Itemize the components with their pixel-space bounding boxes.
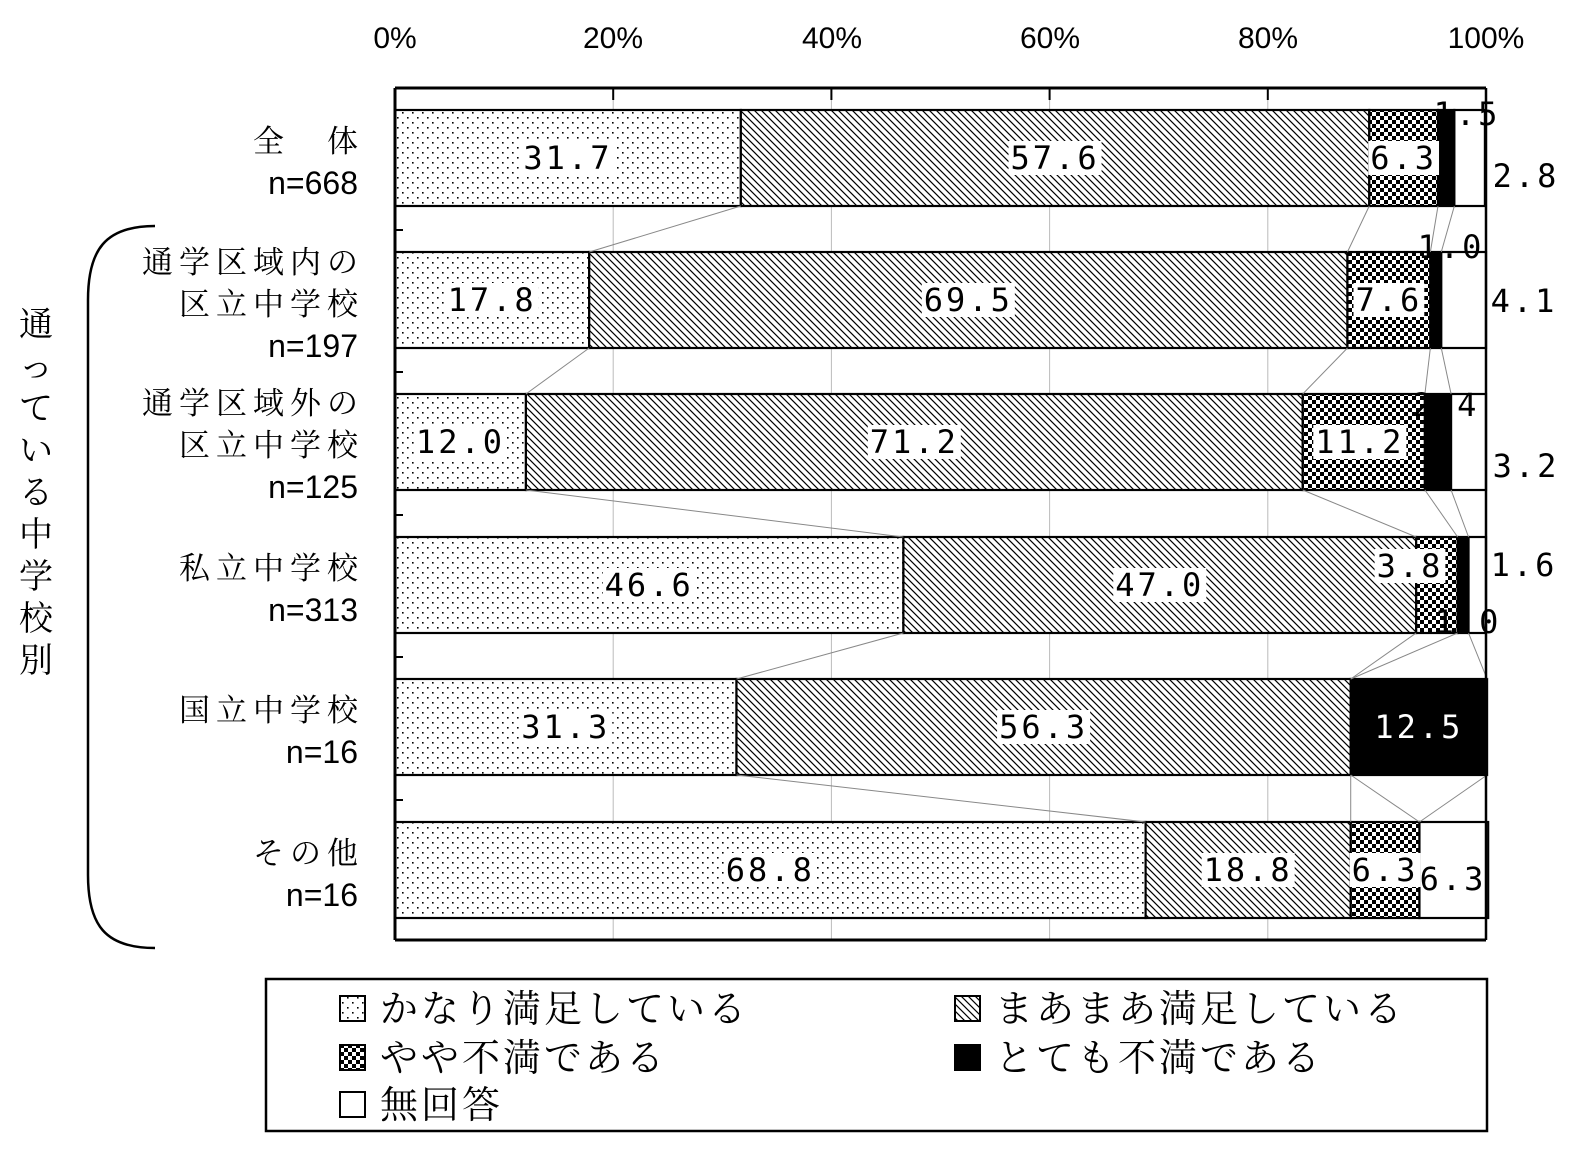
category-labels	[142, 124, 364, 913]
data-label: 12.5	[1374, 708, 1464, 746]
bar-segment	[1441, 252, 1486, 348]
legend-swatch	[955, 996, 980, 1021]
category-label: 区立中学校	[179, 428, 364, 464]
x-tick-label: 100%	[1447, 22, 1525, 55]
connector-line	[1347, 206, 1369, 252]
data-label: 4.1	[1490, 282, 1558, 320]
connector-line	[1303, 348, 1348, 394]
category-label: 国立中学校	[179, 693, 364, 729]
category-n-label: n=16	[285, 734, 358, 770]
connector-line	[589, 206, 741, 252]
data-label: 56.3	[999, 708, 1089, 746]
data-label: 57.6	[1010, 139, 1100, 177]
category-label: 通学区域内の	[142, 245, 364, 281]
category-label: 通学区域外の	[142, 386, 364, 422]
category-label: 私立中学校	[179, 551, 364, 587]
group-bracket	[88, 226, 155, 948]
data-label: 2.4	[1412, 386, 1480, 424]
connector-line	[526, 348, 589, 394]
connector-line	[1425, 490, 1458, 537]
group-label-char: い	[19, 431, 53, 471]
connector-line	[1451, 490, 1468, 537]
category-n-label: n=16	[285, 877, 358, 913]
connector-line	[736, 633, 903, 679]
data-label: 68.8	[725, 851, 815, 889]
data-label: 6.3	[1370, 139, 1438, 177]
legend-label: とても不満である	[995, 1036, 1324, 1080]
category-n-label: n=313	[268, 592, 358, 628]
data-label: 1.0	[1434, 603, 1502, 641]
connector-line	[526, 490, 903, 537]
data-label: 2.8	[1492, 157, 1560, 195]
group-label-char: る	[19, 473, 53, 513]
bar-segment	[1430, 252, 1441, 348]
x-tick-label: 40%	[801, 22, 863, 55]
category-label: その他	[253, 836, 364, 872]
data-label: 69.5	[923, 281, 1013, 319]
group-label-char: 校	[19, 599, 53, 639]
group-label	[19, 305, 54, 681]
data-label: 11.2	[1315, 423, 1405, 461]
group-label-char: 別	[19, 641, 53, 681]
legend-label: まあまあ満足している	[995, 987, 1406, 1031]
group-label-char: 通	[19, 305, 53, 345]
data-label: 1.5	[1433, 95, 1501, 133]
data-label: 47.0	[1115, 566, 1205, 604]
legend-label: 無回答	[380, 1083, 504, 1127]
category-label: 区立中学校	[179, 287, 364, 323]
category-n-label: n=197	[268, 328, 358, 364]
legend-swatch	[340, 1045, 365, 1070]
category-label: 全 体	[253, 124, 364, 160]
data-label: 12.0	[415, 423, 505, 461]
data-label: 46.6	[604, 566, 694, 604]
data-label: 3.2	[1492, 447, 1560, 485]
legend-label: やや不満である	[380, 1036, 668, 1080]
legend	[266, 979, 1487, 1131]
x-tick-label: 80%	[1237, 22, 1299, 55]
data-label: 17.8	[447, 281, 537, 319]
x-tick-label: 60%	[1019, 22, 1081, 55]
legend-swatch	[340, 996, 365, 1021]
group-label-char: 中	[19, 515, 53, 555]
data-label: 1.0	[1417, 228, 1485, 266]
data-label: 71.2	[869, 423, 959, 461]
category-n-label: n=125	[268, 469, 358, 505]
connector-line	[736, 775, 1145, 822]
legend-swatch	[955, 1045, 980, 1070]
x-tick-label: 20%	[582, 22, 644, 55]
connector-line	[1303, 490, 1416, 537]
data-label: 31.7	[523, 139, 613, 177]
data-label: 7.6	[1355, 281, 1423, 319]
data-label: 6.3	[1419, 860, 1487, 898]
data-label: 1.6	[1490, 546, 1558, 584]
data-label: 18.8	[1203, 851, 1293, 889]
x-axis-tick-labels	[373, 22, 1524, 55]
legend-label: かなり満足している	[380, 987, 750, 1031]
connector-line	[1419, 775, 1487, 822]
data-label: 3.8	[1376, 547, 1444, 585]
group-label-char: っ	[19, 347, 53, 387]
plot-area	[395, 88, 1559, 940]
connector-line	[1351, 633, 1416, 679]
category-n-label: n=668	[268, 165, 358, 201]
data-label: 6.3	[1351, 851, 1419, 889]
group-label-char: 学	[19, 557, 53, 597]
connector-line	[1351, 775, 1420, 822]
legend-swatch	[340, 1092, 365, 1117]
x-tick-label: 0%	[373, 22, 417, 55]
group-label-char: て	[19, 389, 53, 429]
data-label: 31.3	[521, 708, 611, 746]
